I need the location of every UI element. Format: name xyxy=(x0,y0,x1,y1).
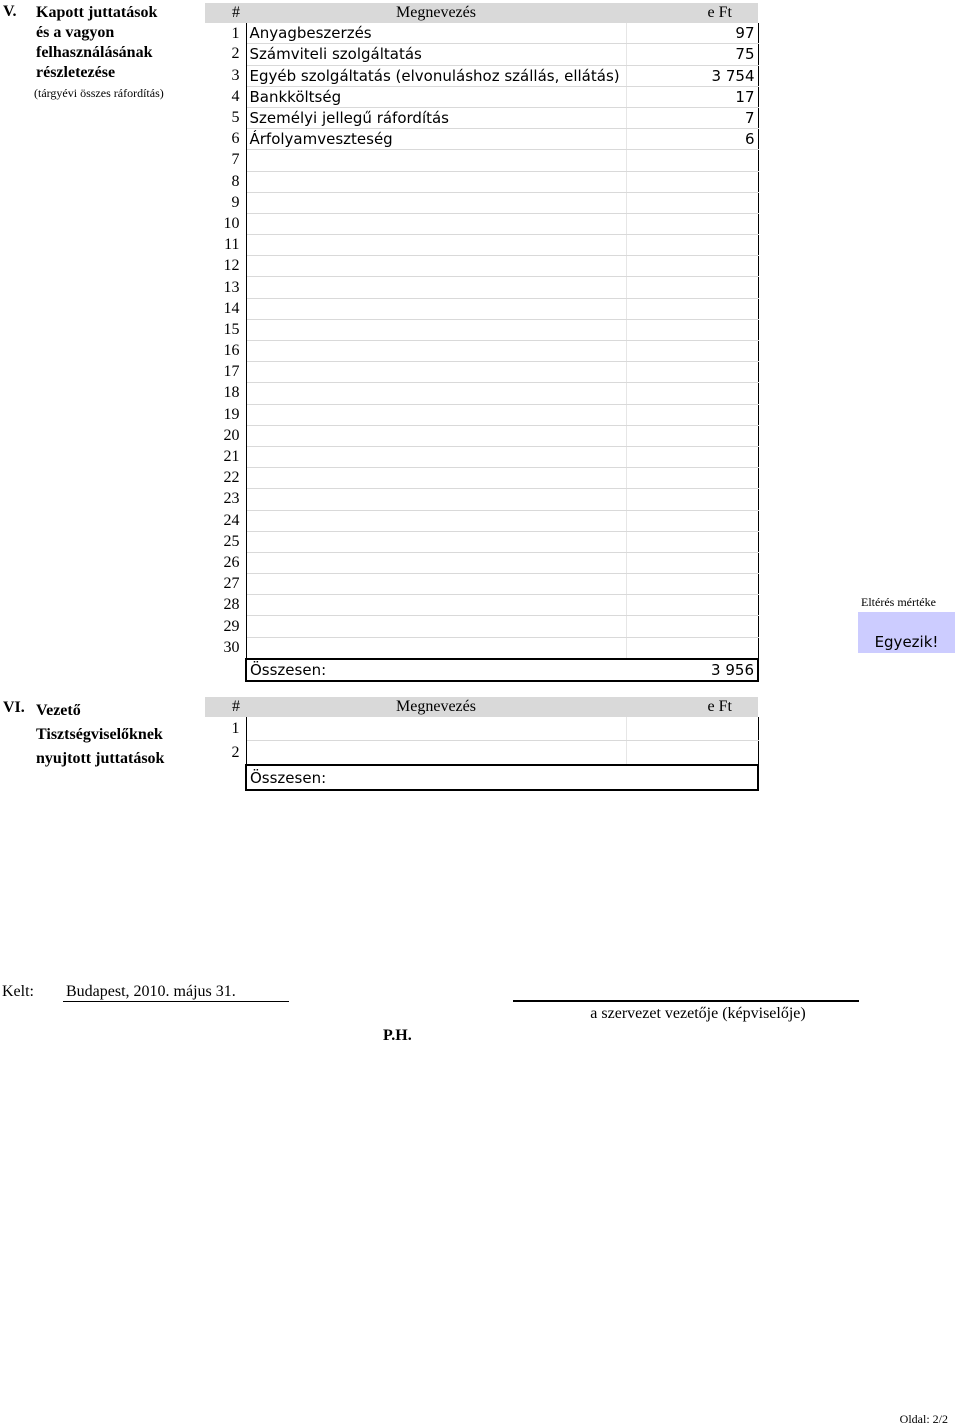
total-row xyxy=(205,659,758,681)
section5-subtitle: (tárgyévi összes ráfordítás) xyxy=(34,86,164,100)
row-name xyxy=(246,235,626,256)
row-name xyxy=(246,574,626,595)
row-name xyxy=(246,468,626,489)
table-row xyxy=(205,341,758,362)
total-row xyxy=(205,765,758,790)
row-value xyxy=(626,616,758,637)
table-row xyxy=(205,552,758,573)
table-row xyxy=(205,129,758,150)
table-row xyxy=(205,531,758,552)
row-name xyxy=(246,552,626,573)
row-name xyxy=(246,510,626,531)
row-value xyxy=(626,531,758,552)
row-name xyxy=(246,489,626,510)
row-value xyxy=(626,552,758,573)
table-row xyxy=(205,510,758,531)
table-row xyxy=(205,404,758,425)
section6-title-line: Vezető xyxy=(36,702,81,719)
row-value xyxy=(626,298,758,319)
row-num: 24 xyxy=(205,510,246,531)
row-num: 23 xyxy=(205,489,246,510)
table-row xyxy=(205,192,758,213)
row-num: 20 xyxy=(205,425,246,446)
row-num: 14 xyxy=(205,298,246,319)
row-num: 17 xyxy=(205,362,246,383)
table-row xyxy=(205,717,758,741)
header-value: e Ft xyxy=(626,3,758,23)
table-row xyxy=(205,86,758,107)
benefits-table xyxy=(205,697,759,791)
table-row xyxy=(205,637,758,659)
row-name xyxy=(246,446,626,467)
row-name: Árfolyamveszteség xyxy=(246,129,626,150)
row-num: 26 xyxy=(205,552,246,573)
stamp-placeholder: P.H. xyxy=(383,1027,412,1044)
row-value xyxy=(626,741,758,766)
row-num: 1 xyxy=(205,717,246,741)
section5-title-line: részletezése xyxy=(36,64,116,81)
table-row xyxy=(205,468,758,489)
row-name xyxy=(246,425,626,446)
deviation-box xyxy=(858,612,955,653)
table-row xyxy=(205,235,758,256)
header-value: e Ft xyxy=(626,697,758,717)
row-value xyxy=(626,595,758,616)
row-num: 11 xyxy=(205,235,246,256)
row-name xyxy=(246,404,626,425)
row-num: 25 xyxy=(205,531,246,552)
row-name xyxy=(246,595,626,616)
row-num: 6 xyxy=(205,129,246,150)
row-value xyxy=(626,256,758,277)
row-value xyxy=(626,171,758,192)
row-name: Egyéb szolgáltatás (elvonuláshoz szállás, ellátás) xyxy=(246,65,626,86)
total-value: 3 956 xyxy=(626,659,758,681)
row-name xyxy=(246,362,626,383)
row-value xyxy=(626,446,758,467)
row-value xyxy=(626,468,758,489)
total-num xyxy=(205,659,246,681)
row-num: 3 xyxy=(205,65,246,86)
row-value xyxy=(626,150,758,171)
total-num xyxy=(205,765,246,790)
row-value xyxy=(626,341,758,362)
row-num: 21 xyxy=(205,446,246,467)
date-value: Budapest, 2010. május 31. xyxy=(66,983,236,1000)
row-value xyxy=(626,213,758,234)
section6-title-line: nyujtott juttatások xyxy=(36,750,165,767)
row-value xyxy=(626,717,758,741)
row-value: 7 xyxy=(626,107,758,128)
row-num: 12 xyxy=(205,256,246,277)
table-row xyxy=(205,171,758,192)
table-row xyxy=(205,319,758,340)
row-num: 18 xyxy=(205,383,246,404)
page-number: Oldal: 2/2 xyxy=(899,1412,948,1426)
row-name xyxy=(246,256,626,277)
row-name xyxy=(246,637,626,659)
row-num: 7 xyxy=(205,150,246,171)
table-row xyxy=(205,23,758,44)
table-row xyxy=(205,383,758,404)
section5-title-line: Kapott juttatások xyxy=(36,4,158,21)
row-num: 2 xyxy=(205,44,246,65)
row-num: 28 xyxy=(205,595,246,616)
table-row xyxy=(205,446,758,467)
table-row xyxy=(205,741,758,766)
table-row xyxy=(205,107,758,128)
row-num: 13 xyxy=(205,277,246,298)
deviation-value: Egyezik! xyxy=(874,633,939,651)
row-num: 5 xyxy=(205,107,246,128)
row-value xyxy=(626,489,758,510)
row-value: 6 xyxy=(626,129,758,150)
row-name: Bankköltség xyxy=(246,86,626,107)
table-row xyxy=(205,362,758,383)
row-name xyxy=(246,741,626,766)
row-name xyxy=(246,531,626,552)
date-underline xyxy=(63,1001,289,1002)
row-name: Anyagbeszerzés xyxy=(246,23,626,44)
row-value: 3 754 xyxy=(626,65,758,86)
table-row xyxy=(205,489,758,510)
table-row xyxy=(205,256,758,277)
row-num: 30 xyxy=(205,637,246,659)
row-value xyxy=(626,574,758,595)
total-label: Összesen: xyxy=(246,765,626,790)
row-name xyxy=(246,341,626,362)
section5-title-line: felhasználásának xyxy=(36,44,153,61)
row-value xyxy=(626,192,758,213)
row-num: 22 xyxy=(205,468,246,489)
row-value xyxy=(626,235,758,256)
section6-title xyxy=(36,699,164,771)
row-name xyxy=(246,277,626,298)
row-num: 10 xyxy=(205,213,246,234)
table-row xyxy=(205,425,758,446)
row-value xyxy=(626,510,758,531)
expense-table xyxy=(205,3,759,682)
row-name xyxy=(246,383,626,404)
row-num: 1 xyxy=(205,23,246,44)
section6-title-line: Tisztségviselőknek xyxy=(36,726,163,743)
header-name: Megnevezés xyxy=(246,697,626,717)
signature-label: a szervezet vezetője (képviselője) xyxy=(590,1005,806,1022)
table-header-row xyxy=(205,697,758,717)
table-row xyxy=(205,574,758,595)
row-num: 8 xyxy=(205,171,246,192)
table-header-row xyxy=(205,3,758,23)
row-name: Számviteli szolgáltatás xyxy=(246,44,626,65)
header-num: # xyxy=(205,3,246,23)
row-value xyxy=(626,383,758,404)
row-num: 29 xyxy=(205,616,246,637)
row-name xyxy=(246,717,626,741)
row-num: 9 xyxy=(205,192,246,213)
row-value: 75 xyxy=(626,44,758,65)
row-name: Személyi jellegű ráfordítás xyxy=(246,107,626,128)
section5-title xyxy=(36,3,157,83)
row-num: 2 xyxy=(205,741,246,766)
row-value: 97 xyxy=(626,23,758,44)
table-row xyxy=(205,595,758,616)
row-name xyxy=(246,171,626,192)
table-row xyxy=(205,65,758,86)
row-num: 15 xyxy=(205,319,246,340)
row-value xyxy=(626,404,758,425)
table-row xyxy=(205,298,758,319)
deviation-label: Eltérés mértéke xyxy=(861,595,936,609)
table-row xyxy=(205,277,758,298)
signature-line xyxy=(513,1000,859,1002)
row-value xyxy=(626,425,758,446)
row-value xyxy=(626,319,758,340)
section5-number: V. xyxy=(3,3,17,20)
table-row xyxy=(205,44,758,65)
header-name: Megnevezés xyxy=(246,3,626,23)
table-row xyxy=(205,616,758,637)
table-row xyxy=(205,213,758,234)
row-name xyxy=(246,192,626,213)
row-value xyxy=(626,637,758,659)
row-num: 4 xyxy=(205,86,246,107)
row-num: 27 xyxy=(205,574,246,595)
total-label: Összesen: xyxy=(246,659,626,681)
date-label: Kelt: xyxy=(2,983,34,1000)
total-value xyxy=(626,765,758,790)
row-name xyxy=(246,616,626,637)
row-name xyxy=(246,213,626,234)
row-name xyxy=(246,150,626,171)
section5-title-line: és a vagyon xyxy=(36,24,115,41)
row-value: 17 xyxy=(626,86,758,107)
row-num: 19 xyxy=(205,404,246,425)
header-num: # xyxy=(205,697,246,717)
row-name xyxy=(246,298,626,319)
table-row xyxy=(205,150,758,171)
section6-number: VI. xyxy=(3,699,25,716)
row-num: 16 xyxy=(205,341,246,362)
row-value xyxy=(626,362,758,383)
row-value xyxy=(626,277,758,298)
row-name xyxy=(246,319,626,340)
